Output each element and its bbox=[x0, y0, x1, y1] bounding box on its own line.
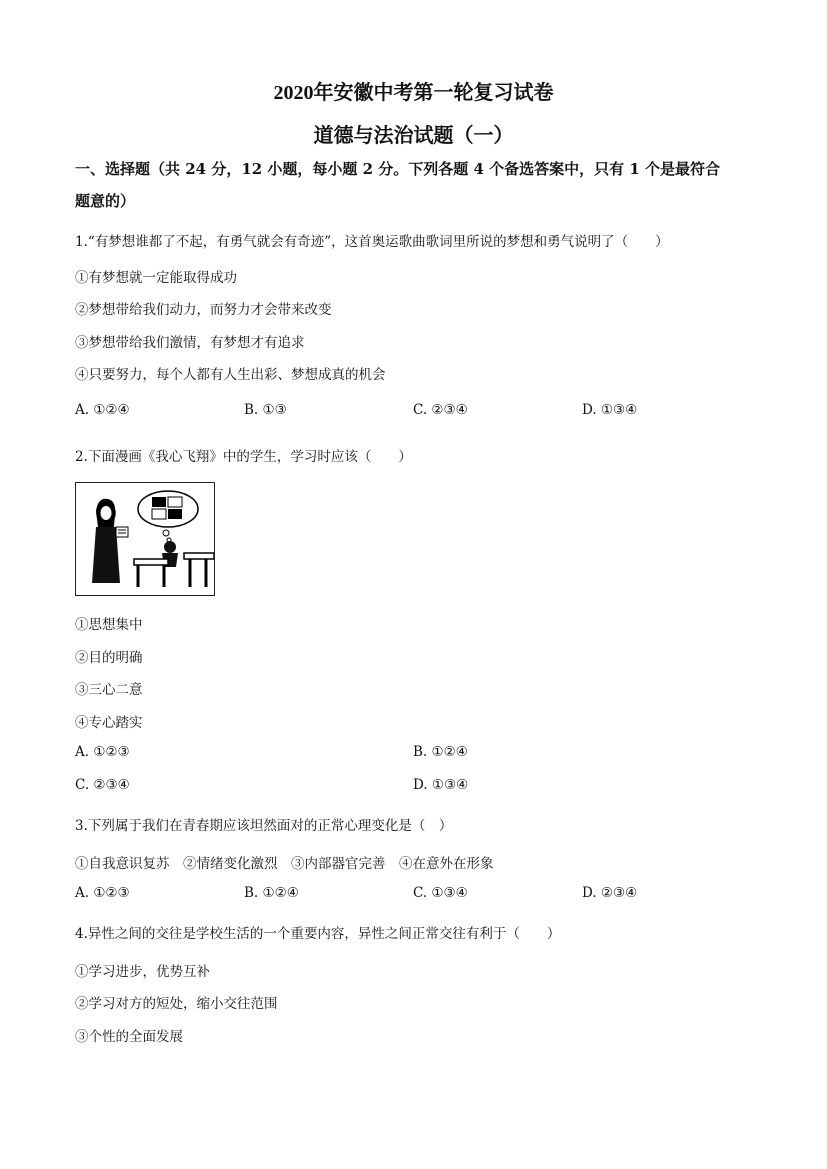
question-3-option-c: C. ①③④ bbox=[413, 885, 468, 901]
question-1-option-a: A. ①②④ bbox=[75, 402, 130, 418]
question-4-item: ③个性的全面发展 bbox=[75, 1029, 183, 1045]
question-2-option-b: B. ①②④ bbox=[413, 744, 468, 760]
question-1-option-c: C. ②③④ bbox=[413, 402, 468, 418]
section-heading-line1: 一、选择题（共 24 分，12 小题，每小题 2 分。下列各题 4 个备选答案中，只有 1 个是最符合 bbox=[75, 160, 721, 178]
question-2-item: ①思想集中 bbox=[75, 617, 143, 633]
question-1-option-d: D. ①③④ bbox=[582, 402, 638, 418]
question-1-item: ①有梦想就一定能取得成功 bbox=[75, 270, 237, 286]
question-2-item: ④专心踏实 bbox=[75, 715, 143, 731]
question-3-option-b: B. ①②④ bbox=[244, 885, 299, 901]
question-2-option-a: A. ①②③ bbox=[75, 744, 130, 760]
cartoon-illustration bbox=[75, 482, 215, 596]
page-title: 2020年安徽中考第一轮复习试卷 bbox=[273, 82, 554, 104]
question-1-item: ③梦想带给我们激情，有梦想才有追求 bbox=[75, 335, 305, 351]
question-4-stem: 4.异性之间的交往是学校生活的一个重要内容，异性之间正常交往有利于（ ） bbox=[75, 926, 561, 942]
question-1-item: ④只要努力，每个人都有人生出彩、梦想成真的机会 bbox=[75, 367, 386, 383]
page-subtitle: 道德与法治试题（一） bbox=[313, 125, 514, 147]
question-2-option-d: D. ①③④ bbox=[413, 777, 469, 793]
question-1-option-b: B. ①③ bbox=[244, 402, 287, 418]
section-heading-line2: 题意的） bbox=[75, 192, 136, 210]
question-4-item: ①学习进步，优势互补 bbox=[75, 964, 210, 980]
question-2-item: ②目的明确 bbox=[75, 650, 143, 666]
question-3-option-a: A. ①②③ bbox=[75, 885, 130, 901]
question-3-items: ①自我意识复苏 ②情绪变化激烈 ③内部器官完善 ④在意外在形象 bbox=[75, 856, 494, 872]
question-3-stem: 3.下列属于我们在青春期应该坦然面对的正常心理变化是（ ） bbox=[75, 818, 453, 834]
question-1-stem: 1.“有梦想谁都了不起，有勇气就会有奇迹”，这首奥运歌曲歌词里所说的梦想和勇气说明了（ ） bbox=[75, 234, 669, 250]
question-2-item: ③三心二意 bbox=[75, 682, 143, 698]
question-3-option-d: D. ②③④ bbox=[582, 885, 638, 901]
cartoon-drawing bbox=[76, 483, 214, 595]
question-2-option-c: C. ②③④ bbox=[75, 777, 130, 793]
question-1-item: ②梦想带给我们动力，而努力才会带来改变 bbox=[75, 302, 332, 318]
question-2-stem: 2.下面漫画《我心飞翔》中的学生，学习时应该（ ） bbox=[75, 449, 412, 465]
question-4-item: ②学习对方的短处，缩小交往范围 bbox=[75, 996, 278, 1012]
